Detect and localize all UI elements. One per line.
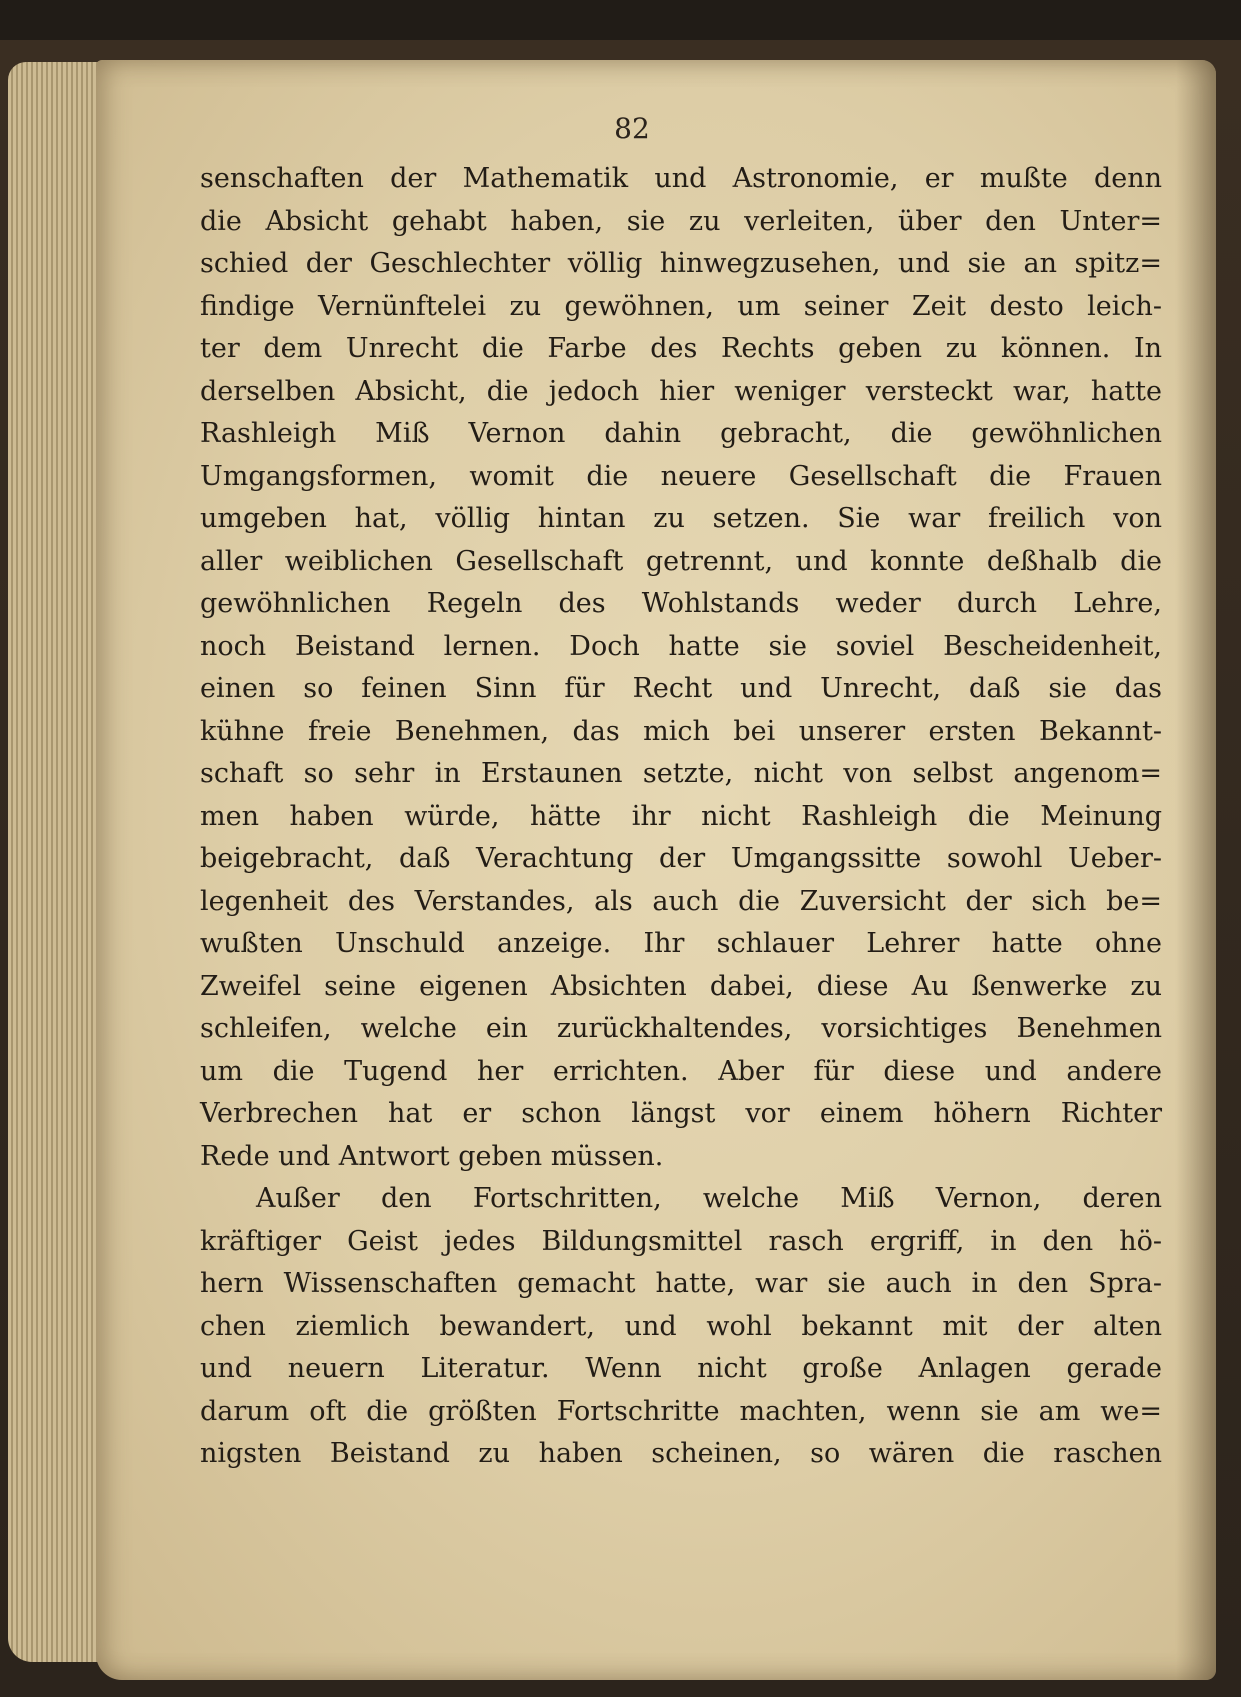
text-line: um die Tugend her errichten. Aber für diese und andere <box>200 1055 1162 1087</box>
text-line: schaft so sehr in Erstaunen setzte, nicht von selbst angenom= <box>200 758 1162 789</box>
text-line: einen so feinen Sinn für Recht und Unrecht, daß sie das <box>200 673 1162 704</box>
book-page <box>96 60 1216 1680</box>
text-line: Außer den Fortschritten, welche Miß Vernon, deren <box>256 1183 1162 1214</box>
text-line: kühne freie Benehmen, das mich bei unserer ersten Bekannt- <box>200 715 1162 747</box>
text-line: Zweifel seine eigenen Absichten dabei, diese Au ßenwerke zu <box>200 970 1162 1002</box>
text-line: noch Beistand lernen. Doch hatte sie soviel Bescheidenheit, <box>200 630 1162 662</box>
gutter-shadow <box>1176 60 1216 1680</box>
text-line: kräftiger Geist jedes Bildungsmittel rasch ergriff, in den hö- <box>200 1225 1162 1257</box>
text-line: schied der Geschlechter völlig hinwegzusehen, und sie an spitz= <box>200 248 1162 279</box>
body-text <box>200 158 1162 1476</box>
text-line: wußten Unschuld anzeige. Ihr schlauer Lehrer hatte ohne <box>200 928 1162 959</box>
text-line: umgeben hat, völlig hintan zu setzen. Sie war freilich von <box>200 503 1162 534</box>
text-line: findige Vernünftelei zu gewöhnen, um seiner Zeit desto leich- <box>200 290 1162 322</box>
text-line: Rede und Antwort geben müssen. <box>200 1140 664 1172</box>
text-line: men haben würde, hätte ihr nicht Rashleigh die Meinung <box>200 800 1162 832</box>
text-line: gewöhnlichen Regeln des Wohlstands weder durch Lehre, <box>200 588 1162 619</box>
text-line: nigsten Beistand zu haben scheinen, so wären die raschen <box>200 1438 1162 1469</box>
text-line: die Absicht gehabt haben, sie zu verleiten, über den Unter= <box>200 205 1162 237</box>
text-line: senschaften der Mathematik und Astronomie, er mußte denn <box>200 163 1162 194</box>
text-line: Rashleigh Miß Vernon dahin gebracht, die gewöhnlichen <box>200 418 1162 449</box>
text-line: legenheit des Verstandes, als auch die Zuversicht der sich be= <box>200 885 1162 917</box>
text-line: chen ziemlich bewandert, und wohl bekannt mit der alten <box>200 1310 1162 1342</box>
text-line: ter dem Unrecht die Farbe des Rechts geben zu können. In <box>200 333 1162 364</box>
page-number: 82 <box>614 112 650 145</box>
text-line: beigebracht, daß Verachtung der Umgangssitte sowohl Ueber- <box>200 843 1162 874</box>
text-line: schleifen, welche ein zurückhaltendes, vorsichtiges Benehmen <box>200 1013 1162 1044</box>
text-line: Umgangsformen, womit die neuere Gesellschaft die Frauen <box>200 460 1162 492</box>
text-line: Verbrechen hat er schon längst vor einem höhern Richter <box>200 1098 1162 1129</box>
text-line: darum oft die größten Fortschritte machten, wenn sie am we= <box>200 1395 1162 1427</box>
text-line: hern Wissenschaften gemacht hatte, war sie auch in den Spra- <box>200 1268 1162 1299</box>
text-line: derselben Absicht, die jedoch hier weniger versteckt war, hatte <box>200 375 1162 407</box>
text-line: aller weiblichen Gesellschaft getrennt, und konnte deßhalb die <box>200 545 1162 577</box>
text-line: und neuern Literatur. Wenn nicht große Anlagen gerade <box>200 1353 1162 1384</box>
